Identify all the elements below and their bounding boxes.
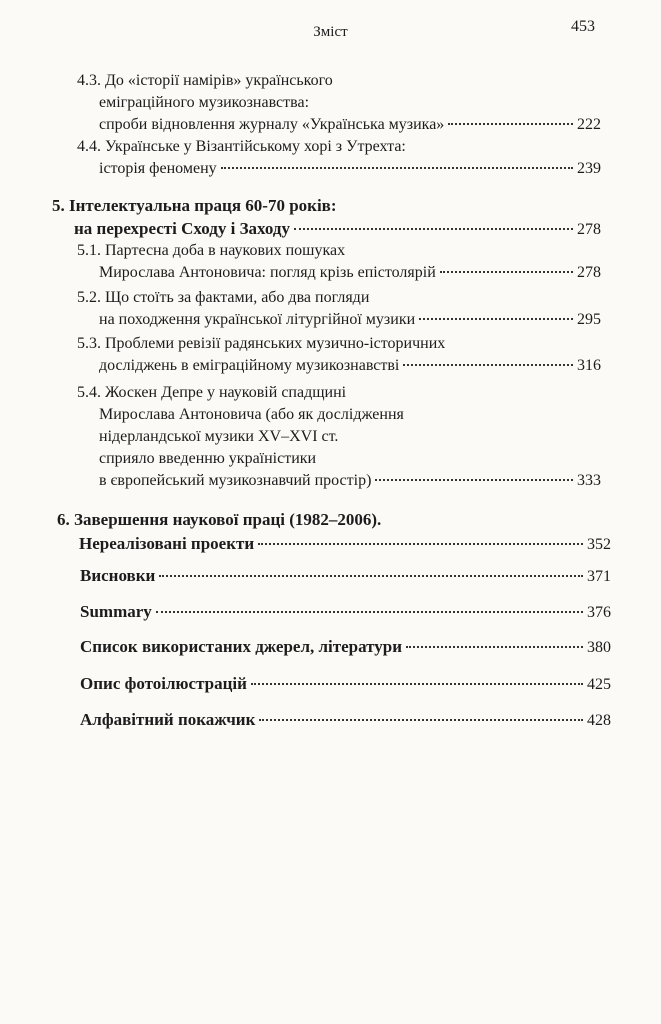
- dot-leader: [259, 719, 583, 721]
- toc-entry-title-end: досліджень в еміграційному музикознавстві: [99, 357, 400, 374]
- toc-page-ref: 278: [577, 221, 601, 238]
- toc-entry-line: еміграційного музикознавства:: [99, 94, 310, 111]
- dot-leader: [375, 479, 573, 481]
- toc-page-ref: 295: [577, 311, 601, 328]
- toc-page-ref: 371: [587, 568, 611, 585]
- toc-entry-title-end: в європейський музикознавчий простір): [99, 472, 372, 489]
- dot-leader: [448, 123, 573, 125]
- running-header-title: Зміст: [313, 24, 348, 40]
- toc-entry-line: 5.1. Партесна доба в наукових пошуках: [77, 242, 346, 259]
- toc-entry-line: нідерландської музики XV–XVI ст.: [99, 428, 339, 445]
- toc-entry-line: Мирослава Антоновича (або як дослідження: [99, 406, 404, 423]
- toc-entry-line: 4.4. Українське у Візантійському хорі з Утрехта:: [77, 138, 406, 155]
- dot-leader: [159, 575, 583, 577]
- toc-conclusions[interactable]: [80, 565, 611, 588]
- toc-entry-line: сприяло введенню україністики: [99, 450, 317, 467]
- dot-leader: [156, 611, 583, 613]
- dot-leader: [440, 271, 573, 273]
- toc-entry-title-end: на походження української літургійної музики: [99, 311, 416, 328]
- toc-entry-line: 6. Завершення наукової праці (1982–2006).: [57, 510, 382, 529]
- toc-entry-5-4[interactable]: [77, 382, 601, 492]
- toc-entry-title-end: на перехресті Сходу і Заходу: [74, 219, 291, 238]
- dot-leader: [221, 167, 573, 169]
- toc-entry-5-3[interactable]: [77, 333, 601, 377]
- toc-entry-title-end: Висновки: [80, 566, 156, 585]
- toc-entry-line: 5.2. Що стоїть за фактами, або два погляди: [77, 289, 370, 306]
- toc-chapter-5[interactable]: [52, 194, 601, 241]
- toc-page-ref: 352: [587, 536, 611, 553]
- toc-photo-descriptions[interactable]: [80, 673, 611, 696]
- toc-entry-title-end: Алфавітний покажчик: [80, 710, 256, 729]
- toc-page-ref: 316: [577, 357, 601, 374]
- toc-entry-4-3[interactable]: [77, 70, 601, 136]
- toc-entry-title-end: історія феномену: [99, 160, 217, 177]
- toc-bibliography[interactable]: [80, 636, 611, 659]
- dot-leader: [406, 646, 583, 648]
- toc-page-ref: 278: [577, 264, 601, 281]
- toc-entry-line: 5. Інтелектуальна праця 60-70 років:: [52, 196, 337, 215]
- toc-entry-4-4[interactable]: [77, 136, 601, 180]
- toc-entry-5-1[interactable]: [77, 240, 601, 284]
- toc-page-ref: 428: [587, 712, 611, 729]
- toc-page-ref: 376: [587, 604, 611, 621]
- page-number: 453: [571, 18, 595, 35]
- toc-page-ref: 222: [577, 116, 601, 133]
- toc-page-ref: 425: [587, 676, 611, 693]
- toc-entry-line: 5.4. Жоскен Депре у науковій спадщині: [77, 384, 347, 401]
- dot-leader: [294, 228, 573, 230]
- toc-page-ref: 239: [577, 160, 601, 177]
- toc-page-ref: 380: [587, 639, 611, 656]
- toc-entry-title-end: Список використаних джерел, літератури: [80, 637, 403, 656]
- toc-entry-title-end: Опис фотоілюстрацій: [80, 674, 247, 693]
- toc-entry-5-2[interactable]: [77, 287, 601, 331]
- toc-entry-title-end: Summary: [80, 602, 152, 621]
- toc-entry-line: 5.3. Проблеми ревізії радянських музично-історичних: [77, 335, 446, 352]
- toc-entry-title-end: Мирослава Антоновича: погляд крізь епістолярій: [99, 264, 436, 281]
- toc-summary[interactable]: [80, 601, 611, 624]
- toc-page-ref: 333: [577, 472, 601, 489]
- toc-chapter-6[interactable]: [57, 508, 611, 557]
- toc-index[interactable]: [80, 709, 611, 732]
- dot-leader: [419, 318, 573, 320]
- toc-entry-title-end: спроби відновлення журналу «Українська музика»: [99, 116, 445, 133]
- dot-leader: [258, 543, 583, 545]
- dot-leader: [251, 683, 583, 685]
- toc-entry-line: 4.3. До «історії намірів» українського: [77, 72, 333, 89]
- toc-entry-title-end: Нереалізовані проекти: [79, 534, 255, 553]
- dot-leader: [403, 364, 573, 366]
